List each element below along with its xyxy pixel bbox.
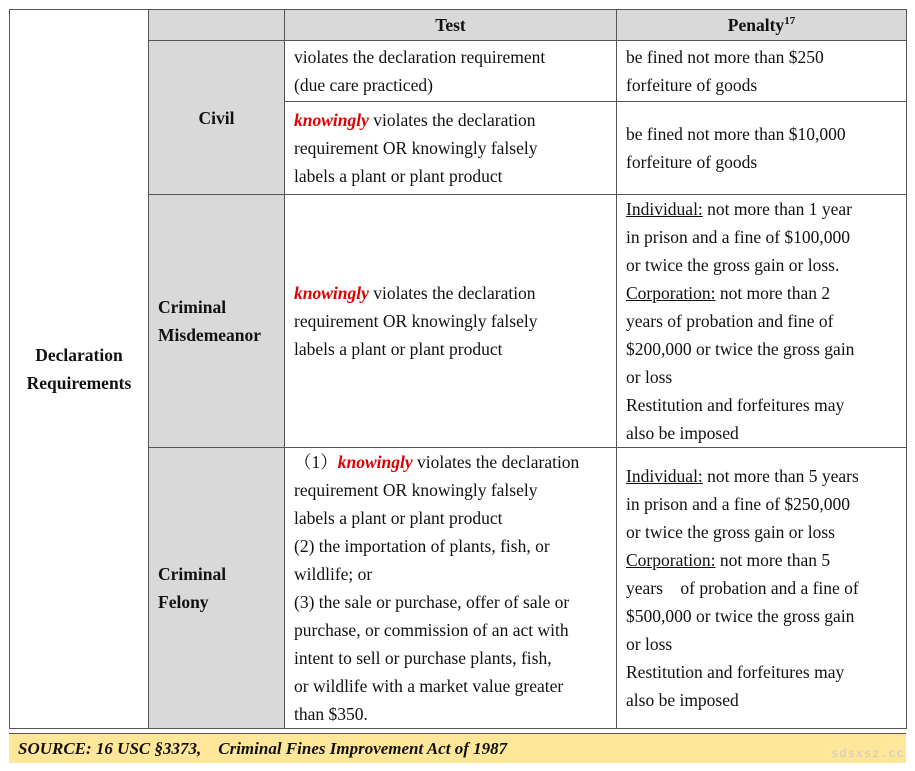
test-cell: knowingly violates the declaration requirement OR knowingly falsely labels a plant or plant product	[285, 195, 617, 448]
corporation-label: Corporation:	[626, 283, 716, 303]
test-cell: knowingly violates the declaration requirement OR knowingly falsely labels a plant or plant product	[285, 102, 617, 195]
outer-label-line2: Requirements	[26, 373, 132, 393]
penalty-cell: be fined not more than $250 forfeiture of goods	[617, 41, 907, 102]
individual-label: Individual:	[626, 199, 703, 219]
header-row	[10, 10, 907, 41]
penalty-cell: Individual: not more than 5 years in prison and a fine of $250,000 or twice the gross gain or loss Corporation: not more than 5 years of probation and a fine of $500,000 or twice the gross gain or loss Restitution and forfeitures may also be imposed	[617, 448, 907, 729]
keyword-knowingly: knowingly	[294, 283, 369, 303]
individual-label: Individual:	[626, 466, 703, 486]
keyword-knowingly: knowingly	[294, 110, 369, 130]
watermark: sdsxsz.cc	[831, 747, 905, 761]
header-test: Test	[285, 10, 617, 41]
footnote-marker: 17	[784, 15, 796, 28]
penalty-cell: be fined not more than $10,000 forfeiture of goods	[617, 102, 907, 195]
category-criminal-misdemeanor: Criminal Misdemeanor	[149, 195, 285, 448]
declaration-requirements-cell	[10, 10, 149, 729]
header-blank-cell	[149, 10, 285, 41]
source-footer: SOURCE: 16 USC §3373, Criminal Fines Improvement Act of 1987	[9, 733, 906, 763]
category-civil: Civil	[149, 41, 285, 195]
test-cell: （1）knowingly violates the declaration requirement OR knowingly falsely labels a plant or plant product (2) the importation of plants, fish, or wildlife; or (3) the sale or purchase, offer of sale or purchase, or commission of an act with intent to sell or purchase plants, fish, or wildlife with a market value greater than $350.	[285, 448, 617, 729]
penalty-cell: Individual: not more than 1 year in prison and a fine of $100,000 or twice the gross gain or loss. Corporation: not more than 2 years of probation and fine of $200,000 or twice the gross gain or loss Restitution and forfeitures may also be imposed	[617, 195, 907, 448]
header-penalty: Penalty$^{17}$	[617, 10, 907, 41]
test-cell: violates the declaration requirement (due care practiced)	[285, 41, 617, 102]
penalty-table	[9, 9, 907, 729]
keyword-knowingly: knowingly	[337, 452, 413, 472]
outer-label-line1: Declaration	[35, 345, 123, 365]
corporation-label: Corporation:	[626, 550, 716, 570]
category-criminal-felony: Criminal Felony	[149, 448, 285, 729]
